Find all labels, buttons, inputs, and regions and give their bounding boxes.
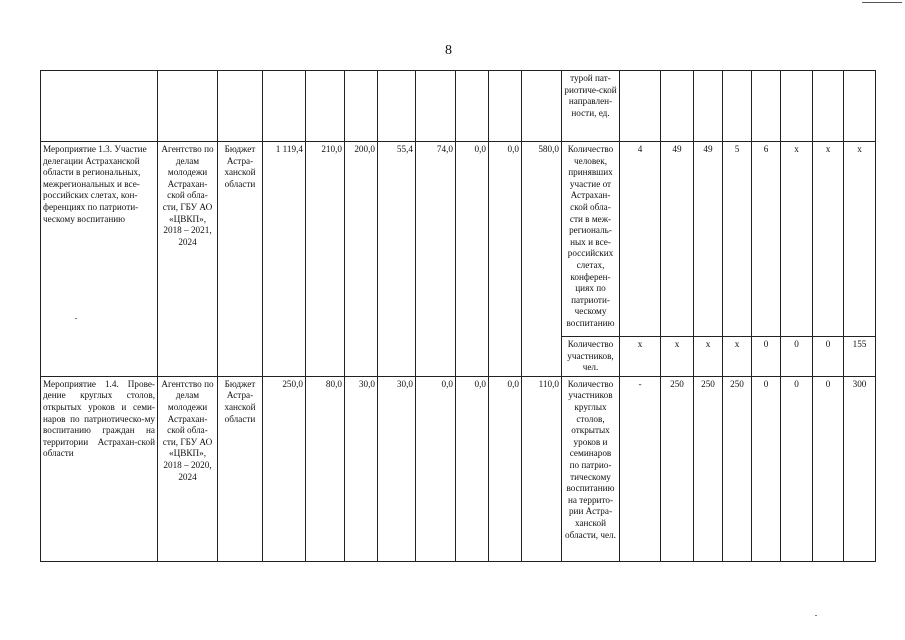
amount-cell: 30,0 — [378, 376, 416, 561]
indicator-cell: Количество участников круглых столов, открытых уроков и семинаров по патрио-тическому воспитанию на террито-рии Астра-ханской области, чел. — [562, 376, 620, 561]
value-cell: 0 — [752, 337, 781, 377]
amount-cell: 110,0 — [522, 376, 562, 561]
value-cell: 0 — [813, 376, 844, 561]
source-cell: Бюджет Астра-ханской области — [218, 142, 263, 377]
amount-cell: 0,0 — [489, 376, 522, 561]
value-cell: 0 — [781, 337, 813, 377]
amount-cell: 0,0 — [489, 142, 522, 377]
value-cell — [723, 71, 752, 142]
value-cell: 250 — [661, 376, 694, 561]
executor-cell: Агентство по делам молодежи Астрахан-ской обла-сти, ГБУ АО «ЦВКП», 2018 – 2020, 2024 — [158, 376, 218, 561]
value-cell — [620, 71, 661, 142]
amount-cell — [416, 71, 456, 142]
top-right-rule — [862, 2, 902, 3]
value-cell: 0 — [781, 376, 813, 561]
executor-cell — [158, 71, 218, 142]
table-row-continuation — [41, 71, 876, 142]
amount-cell: 210,0 — [306, 142, 345, 377]
source-cell: Бюджет Астра-ханской области — [218, 376, 263, 561]
amount-cell — [522, 71, 562, 142]
amount-cell — [378, 71, 416, 142]
page-number: 8 — [445, 43, 452, 58]
value-cell: 5 — [723, 142, 752, 337]
table-row-event-1-3 — [41, 142, 876, 337]
value-cell: х — [781, 142, 813, 337]
value-cell: х — [694, 337, 723, 377]
executor-cell: Агентство по делам молодежи Астрахан-ской обла-сти, ГБУ АО «ЦВКП», 2018 – 2021, 2024 — [158, 142, 218, 377]
program-table — [40, 70, 876, 562]
amount-cell — [456, 71, 489, 142]
amount-cell — [306, 71, 345, 142]
indicator-cell: Количество человек, принявших участие от Астрахан-ской обла-сти в меж-региональ-ных и все-российских слетах, конферен-циях по патриоти-ческому воспитанию — [562, 142, 620, 337]
value-cell — [752, 71, 781, 142]
value-cell — [781, 71, 813, 142]
indicator-cell: турой пат-риотиче-ской направлен-ности, ед. — [562, 71, 620, 142]
value-cell — [694, 71, 723, 142]
amount-cell: 74,0 — [416, 142, 456, 377]
table-row-event-1-4 — [41, 376, 876, 561]
event-name-cell — [41, 71, 158, 142]
amount-cell: 30,0 — [345, 376, 378, 561]
value-cell: 0 — [813, 337, 844, 377]
value-cell: х — [661, 337, 694, 377]
indicator-cell: Количество участников, чел. — [562, 337, 620, 377]
amount-cell: 0,0 — [416, 376, 456, 561]
amount-cell: 55,4 — [378, 142, 416, 377]
value-cell: 6 — [752, 142, 781, 337]
amount-cell: 80,0 — [306, 376, 345, 561]
value-cell: 49 — [661, 142, 694, 337]
value-cell: 4 — [620, 142, 661, 337]
value-cell: х — [844, 142, 876, 337]
scan-speck — [815, 615, 817, 616]
value-cell: - — [620, 376, 661, 561]
value-cell — [844, 71, 876, 142]
value-cell: 155 — [844, 337, 876, 377]
amount-cell: 250,0 — [263, 376, 306, 561]
value-cell: 250 — [723, 376, 752, 561]
value-cell: х — [620, 337, 661, 377]
scan-speck — [75, 318, 77, 319]
amount-cell: 0,0 — [456, 142, 489, 377]
amount-cell: 0,0 — [456, 376, 489, 561]
amount-cell — [489, 71, 522, 142]
value-cell: х — [813, 142, 844, 337]
value-cell: х — [723, 337, 752, 377]
value-cell: 49 — [694, 142, 723, 337]
event-name-cell: Мероприятие 1.4. Прове-дение круглых столов, открытых уроков и семи-наров по патриотическо-му воспитанию граждан на территории Астрахан-ской области — [41, 376, 158, 561]
amount-cell: 580,0 — [522, 142, 562, 377]
amount-cell — [263, 71, 306, 142]
amount-cell: 1 119,4 — [263, 142, 306, 377]
source-cell — [218, 71, 263, 142]
value-cell — [661, 71, 694, 142]
event-name-cell: Мероприятие 1.3. Участие делегации Астраханской области в региональных, межрегиональных и все-российских слетах, кон-ференциях по патриоти-ческому воспитанию — [41, 142, 158, 377]
value-cell — [813, 71, 844, 142]
amount-cell: 200,0 — [345, 142, 378, 377]
value-cell: 250 — [694, 376, 723, 561]
value-cell: 300 — [844, 376, 876, 561]
amount-cell — [345, 71, 378, 142]
value-cell: 0 — [752, 376, 781, 561]
